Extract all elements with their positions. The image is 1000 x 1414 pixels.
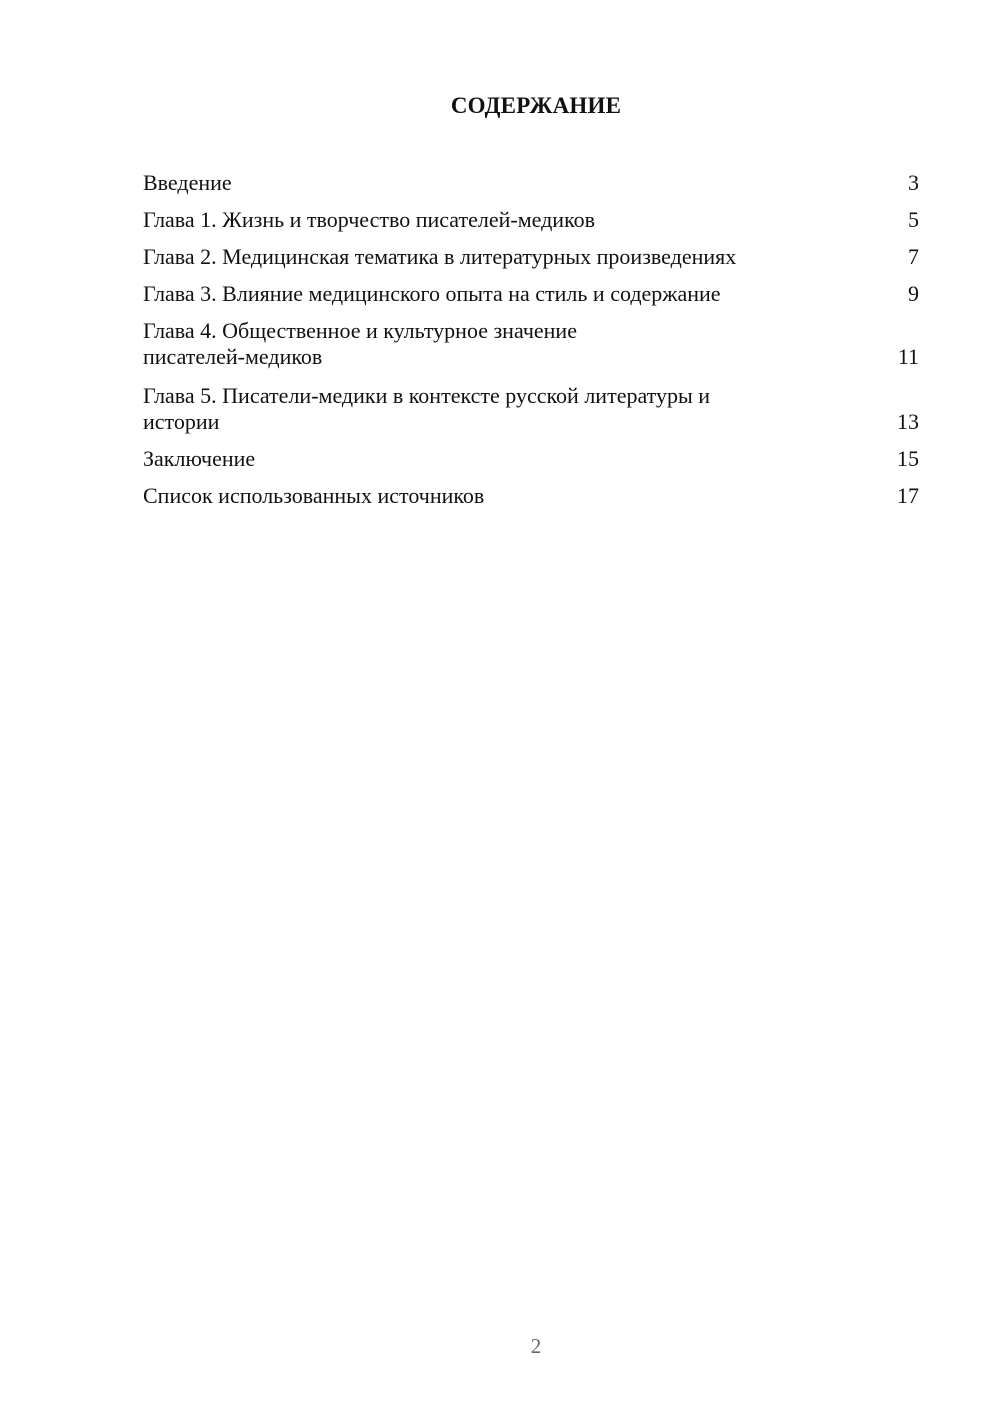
toc-entry-title: Введение: [143, 170, 232, 195]
toc-entry: [143, 244, 919, 270]
toc-entry: [143, 281, 919, 307]
toc-entry-title: Заключение: [143, 446, 256, 471]
toc-entry-title: Глава 1. Жизнь и творчество писателей-медиков: [143, 207, 596, 232]
toc-entry: [143, 483, 919, 509]
toc-entry-title: Глава 2. Медицинская тематика в литературных произведениях: [143, 244, 737, 269]
toc-entry: [143, 383, 919, 435]
toc-entry-page: 17: [897, 483, 919, 508]
toc-entry: [143, 446, 919, 472]
toc-entry-page: 7: [908, 244, 919, 269]
toc-entry-page: 5: [908, 207, 919, 232]
toc-entry-title: Глава 3. Влияние медицинского опыта на стиль и содержание: [143, 281, 721, 306]
toc-entry-page: 9: [908, 281, 919, 306]
toc-entry: [143, 207, 919, 233]
toc-entry: [143, 318, 919, 370]
toc-entry-title: Глава 4. Общественное и культурное значение писателей-медиков: [143, 318, 577, 369]
toc-entry-page: 3: [908, 170, 919, 195]
toc-entry-page: 11: [897, 344, 919, 369]
toc-entry: [143, 170, 919, 196]
toc-entry-page: 13: [897, 409, 919, 434]
page-number: 2: [530, 1334, 542, 1358]
toc-entry-title: Глава 5. Писатели-медики в контексте русской литературы и истории: [143, 383, 711, 434]
table-of-contents: [143, 170, 919, 509]
page-title: СОДЕРЖАНИЕ: [450, 93, 622, 118]
toc-entry-page: 15: [897, 446, 919, 471]
toc-entry-title: Список использованных источников: [143, 483, 485, 508]
